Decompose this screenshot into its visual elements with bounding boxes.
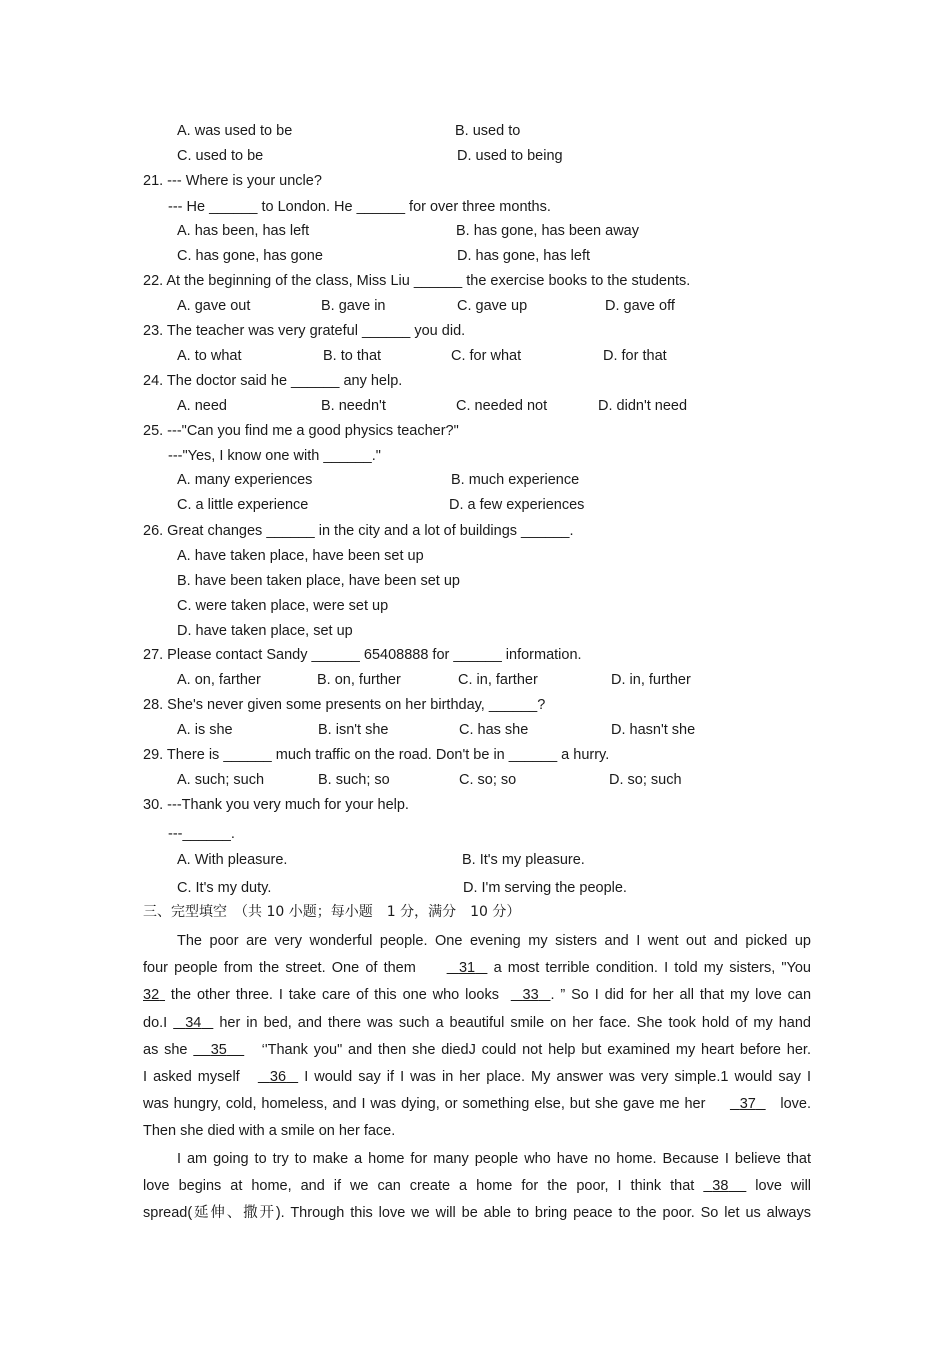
q20-option-a: A. was used to be: [177, 123, 293, 139]
q28-option-d: D. hasn't she: [611, 722, 696, 738]
q24-option-d: D. didn't need: [598, 398, 688, 414]
q25-option-d: D. a few experiences: [449, 497, 585, 513]
passage-line: The poor are very wonderful people. One evening my sisters and I went out and picked up: [177, 933, 811, 949]
passage-line: Then she died with a smile on her face.: [143, 1123, 396, 1140]
q22-option-a: A. gave out: [177, 298, 251, 314]
passage-line: love begins at home, and if we can create a home for the poor, I think that 38 love will: [143, 1178, 812, 1195]
q20-option-d: D. used to being: [457, 148, 563, 164]
blank-32: 32: [143, 987, 160, 1004]
passage-line: as she 35 ‘'Thank you" and then she diedJ could not help but examined my heart before her.: [143, 1041, 811, 1058]
q25-stem-2: ---"Yes, I know one with ______.": [168, 448, 381, 464]
blank-33: 33: [522, 987, 539, 1004]
q22-stem: 22. At the beginning of the class, Miss Liu ______ the exercise books to the students.: [143, 273, 691, 289]
q28-stem: 28. She's never given some presents on her birthday, ______?: [143, 697, 546, 713]
q30-stem: 30. ---Thank you very much for your help.: [143, 797, 409, 813]
q20-option-b: B. used to: [455, 123, 521, 139]
q28-option-c: C. has she: [459, 722, 529, 738]
q24-option-a: A. need: [177, 398, 227, 414]
q30-option-a: A. With pleasure.: [177, 852, 288, 868]
passage-line: I asked myself 36 I would say if I was in her place. My answer was very simple.1 would say I: [143, 1069, 812, 1086]
q30-option-b: B. It's my pleasure.: [462, 852, 585, 868]
passage-line: four people from the street. One of them 31 a most terrible condition. I told my sisters, "You: [143, 960, 811, 977]
q24-stem: 24. The doctor said he ______ any help.: [143, 373, 403, 389]
q20-option-c: C. used to be: [177, 148, 264, 164]
q24-option-b: B. needn't: [321, 398, 386, 414]
q29-stem: 29. There is ______ much traffic on the road. Don't be in ______ a hurry.: [143, 747, 610, 763]
q24-option-c: C. needed not: [456, 398, 548, 414]
q28-option-b: B. isn't she: [318, 722, 389, 738]
q26-option-b: B. have been taken place, have been set up: [177, 573, 460, 589]
q27-option-b: B. on, further: [317, 672, 401, 688]
q27-option-d: D. in, further: [611, 672, 691, 688]
q23-option-d: D. for that: [603, 348, 667, 364]
q25-stem: 25. ---"Can you find me a good physics teacher?": [143, 423, 459, 439]
q23-stem: 23. The teacher was very grateful ______ you did.: [143, 323, 466, 339]
q26-option-d: D. have taken place, set up: [177, 623, 353, 639]
q21-stem: 21. --- Where is your uncle?: [143, 173, 322, 189]
blank-35: 35: [210, 1041, 227, 1058]
q21-option-c: C. has gone, has gone: [177, 248, 323, 264]
q22-option-c: C. gave up: [457, 298, 528, 314]
passage-paragraph-2: [143, 1146, 811, 1228]
q21-option-d: D. has gone, has left: [457, 248, 590, 264]
q25-option-a: A. many experiences: [177, 472, 313, 488]
q26-stem: 26. Great changes ______ in the city and a lot of buildings ______.: [143, 523, 574, 539]
q29-option-c: C. so; so: [459, 772, 517, 788]
q21-option-a: A. has been, has left: [177, 223, 310, 239]
q21-stem-2: --- He ______ to London. He ______ for over three months.: [168, 199, 551, 215]
q26-option-c: C. were taken place, were set up: [177, 598, 389, 614]
q26-option-a: A. have taken place, have been set up: [177, 548, 424, 564]
passage-line: do.I 34 her in bed, and there was such a beautiful smile on her face. She took hold of my hand: [143, 1014, 811, 1031]
blank-36: 36: [269, 1069, 287, 1086]
q27-option-c: C. in, farther: [458, 672, 538, 688]
blank-34: 34: [185, 1014, 202, 1031]
passage-line: was hungry, cold, homeless, and I was dying, or something else, but she gave me her 37 love.: [143, 1096, 811, 1113]
q30-option-d: D. I'm serving the people.: [463, 880, 627, 896]
q22-option-d: D. gave off: [605, 298, 675, 314]
q23-option-a: A. to what: [177, 348, 242, 364]
q28-option-a: A. is she: [177, 722, 233, 738]
passage-line: spread(延伸、撒开). Through this love we will be able to bring peace to the poor. So let us always: [143, 1205, 811, 1222]
q30-option-c: C. It's my duty.: [177, 880, 272, 896]
passage-line: 32 the other three. I take care of this one who looks 33 . ” So I did for her all that my love can: [143, 987, 812, 1004]
q27-option-a: A. on, farther: [177, 672, 261, 688]
q29-option-d: D. so; such: [609, 772, 682, 788]
section-3-heading: 三、完型填空 （共 10 小题；每小题 1 分，满分 10 分）: [143, 904, 521, 920]
q27-stem: 27. Please contact Sandy ______ 65408888 for ______ information.: [143, 647, 582, 663]
blank-38: 38: [712, 1178, 729, 1195]
q22-option-b: B. gave in: [321, 298, 386, 314]
blank-37: 37: [739, 1096, 756, 1113]
passage-paragraph-1: [143, 928, 811, 1146]
q25-option-c: C. a little experience: [177, 497, 309, 513]
q29-option-a: A. such; such: [177, 772, 265, 788]
q21-option-b: B. has gone, has been away: [456, 223, 639, 239]
q23-option-c: C. for what: [451, 348, 522, 364]
q29-option-b: B. such; so: [318, 772, 390, 788]
q25-option-b: B. much experience: [451, 472, 580, 488]
q30-stem-2: ---______.: [168, 826, 235, 842]
passage-line: I am going to try to make a home for many people who have no home. Because I believe that: [177, 1151, 811, 1167]
blank-31: 31: [458, 960, 476, 977]
q23-option-b: B. to that: [323, 348, 382, 364]
